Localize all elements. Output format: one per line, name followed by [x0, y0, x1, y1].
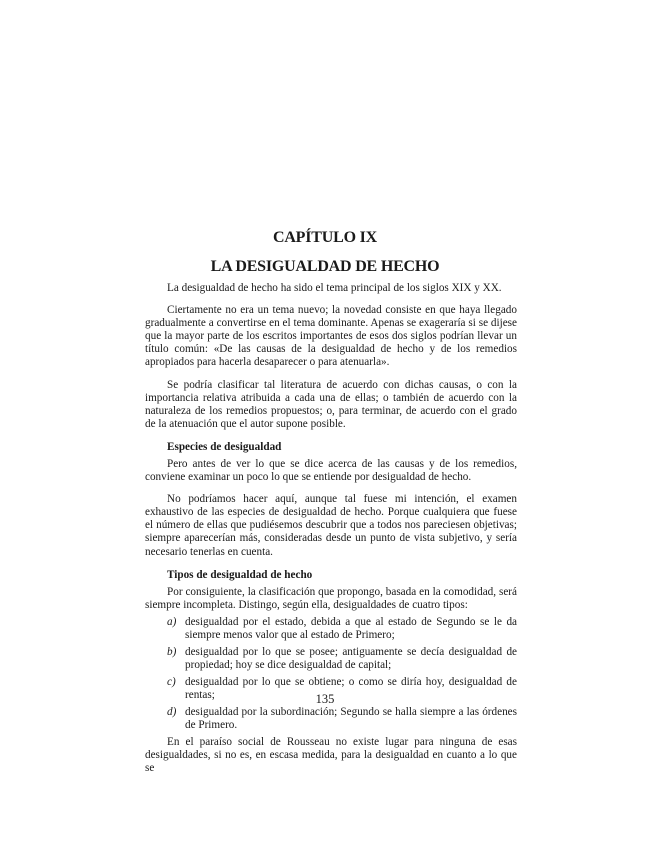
list-item-text: desigualdad por lo que se posee; antiguamente se decía desigualdad de propiedad; hoy se dice desigualdad de capital;	[185, 645, 517, 672]
chapter-title: LA DESIGUALDAD DE HECHO	[210, 258, 440, 275]
list-item-text: desigualdad por la subordinación; Segundo se halla siempre a las órdenes de Primero.	[185, 706, 517, 732]
paragraph-7: En el paraíso social de Rousseau no existe lugar para ninguna de esas desigualdades, si no es, en escasa medida, para la desigualdad en cuanto a lo que se	[145, 735, 517, 774]
paragraph-1: La desigualdad de hecho ha sido el tema principal de los siglos XIX y XX.	[167, 282, 502, 294]
paragraph-3: Se podría clasificar tal literatura de acuerdo con dichas causas, o con la importancia relativa atribuida a cada una de ellas; o también de acuerdo con la naturaleza de los remedios propuestos; o, para terminar, de acuerdo con el grado de la atenuación que el autor supone posible.	[145, 378, 517, 430]
paragraph-6: Por consiguiente, la clasificación que propongo, basada en la comodidad, será siempre incompleta. Distingo, según ella, desigualdades de cuatro tipos:	[145, 585, 517, 611]
paragraph-2: Ciertamente no era un tema nuevo; la novedad consiste en que haya llegado gradualmente a convertirse en el tema dominante. Apenas se exageraría si se dijese que la mayor parte de los escritos importantes de esos dos siglos podrían llevar un título común: «De las causas de la desigualdad de hecho y de los remedios apropiados para hacerla desaparecer o para atenuarla».	[145, 304, 517, 369]
page-number: 135	[315, 692, 335, 706]
paragraph-5: No podríamos hacer aquí, aunque tal fuese mi intención, el examen exhaustivo de las especies de desigualdad de hecho. Porque cualquiera que fuese el número de ellas que pudiésemos descubrir que a todos nos pareciesen objetivas; siempre aparecerían más, consideradas desde un punto de vista subjetivo, y sería necesario tenerlas en cuenta.	[145, 493, 517, 558]
list-marker: d)	[167, 706, 177, 719]
section-heading-especies: Especies de desigualdad	[167, 440, 282, 453]
inequality-types-list	[145, 616, 517, 733]
list-marker: a)	[167, 615, 177, 628]
list-marker: b)	[167, 645, 177, 658]
list-item	[145, 706, 517, 732]
list-item-text: desigualdad por el estado, debida a que al estado de Segundo se le da siempre menos valor que al estado de Primero;	[185, 615, 517, 641]
list-item	[145, 616, 517, 642]
list-marker: c)	[167, 676, 176, 689]
section-heading-tipos: Tipos de desigualdad de hecho	[167, 568, 313, 581]
paragraph-4: Pero antes de ver lo que se dice acerca de las causas y de los remedios, conviene examinar un poco lo que se entiende por desigualdad de hecho.	[145, 457, 517, 484]
list-item	[145, 646, 517, 672]
chapter-number: CAPÍTULO IX	[272, 229, 378, 246]
list-item-text: desigualdad por lo que se obtiene; o como se diría hoy, desigualdad de rentas;	[185, 676, 517, 702]
